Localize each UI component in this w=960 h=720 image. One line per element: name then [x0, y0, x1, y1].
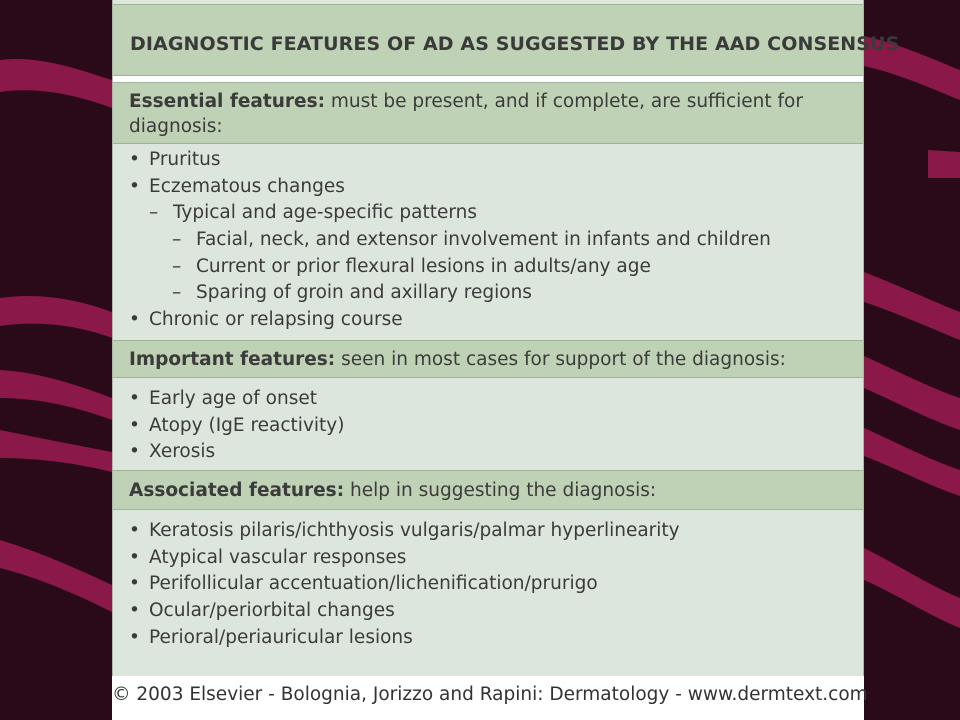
list-item-text: Perifollicular accentuation/lichenification/prurigo: [149, 573, 598, 595]
list-item-text: Chronic or relapsing course: [149, 309, 403, 331]
table-title-band: [113, 4, 900, 76]
section-heading-text: help in suggesting the diagnosis:: [344, 480, 657, 501]
bullet-icon: •: [129, 546, 140, 568]
list-item: [113, 227, 863, 254]
bullet-icon: •: [129, 309, 140, 331]
bullet-icon: •: [129, 149, 140, 170]
slide-content: [112, 0, 900, 720]
list-item: [113, 307, 863, 334]
list-item-text: Early age of onset: [149, 388, 317, 409]
section-heading-text-line2: diagnosis:: [129, 116, 223, 137]
list-item-text: Atypical vascular responses: [149, 546, 407, 568]
bullet-icon: •: [129, 520, 140, 541]
list-item: [113, 439, 863, 466]
list-item: [113, 518, 863, 545]
dash-icon: –: [149, 202, 159, 224]
section-heading-important: [113, 340, 863, 378]
section-heading-associated: [113, 470, 863, 510]
bullet-icon: •: [129, 573, 140, 595]
dash-icon: –: [172, 229, 182, 251]
list-item: [113, 200, 863, 227]
table-title: DIAGNOSTIC FEATURES OF AD AS SUGGESTED BY THE AAD CONSENSUS: [130, 33, 900, 55]
list-item-text: Current or prior flexural lesions in adults/any age: [196, 255, 651, 277]
list-item: [113, 386, 863, 413]
list-item: [113, 598, 863, 625]
list-item-text: Sparing of groin and axillary regions: [196, 282, 532, 304]
section-heading-text: seen in most cases for support of the diagnosis:: [335, 349, 786, 370]
bullet-icon: •: [129, 175, 140, 197]
list-item: [113, 413, 863, 440]
features-table: [112, 0, 900, 676]
list-item: [113, 147, 863, 174]
list-item-text: Pruritus: [149, 149, 221, 170]
list-item: [113, 280, 863, 307]
list-item-text: Atopy (IgE reactivity): [149, 414, 345, 436]
list-item: [113, 625, 863, 652]
list-item: [113, 174, 863, 201]
list-item: [113, 571, 863, 598]
list-item: [113, 545, 863, 572]
list-item-text: Facial, neck, and extensor involvement in infants and children: [196, 229, 771, 251]
associated-features-list: [113, 518, 863, 651]
list-item-text: Ocular/periorbital changes: [149, 600, 395, 622]
essential-features-list: [113, 147, 863, 334]
dash-icon: –: [172, 282, 182, 304]
copyright-footer: © 2003 Elsevier - Bolognia, Jorizzo and Rapini: Dermatology - www.dermtext.com: [112, 684, 868, 705]
section-heading-essential: [113, 82, 863, 144]
list-item-text: Perioral/periauricular lesions: [149, 626, 413, 648]
bullet-icon: •: [129, 600, 140, 622]
section-heading-text: must be present, and if complete, are sufficient for: [325, 91, 803, 112]
bullet-icon: •: [129, 388, 140, 409]
list-item: [113, 254, 863, 281]
bullet-icon: •: [129, 441, 140, 463]
list-item-text: Xerosis: [149, 441, 216, 463]
list-item-text: Typical and age-specific patterns: [173, 202, 477, 224]
section-heading-bold: Essential features:: [129, 91, 326, 112]
bullet-icon: •: [129, 414, 140, 436]
section-heading-bold: Associated features:: [129, 480, 345, 501]
list-item-text: Keratosis pilaris/ichthyosis vulgaris/palmar hyperlinearity: [149, 520, 680, 541]
dash-icon: –: [172, 255, 182, 277]
important-features-list: [113, 386, 863, 466]
section-heading-bold: Important features:: [129, 349, 336, 370]
list-item-text: Eczematous changes: [149, 175, 345, 197]
bullet-icon: •: [129, 626, 140, 648]
